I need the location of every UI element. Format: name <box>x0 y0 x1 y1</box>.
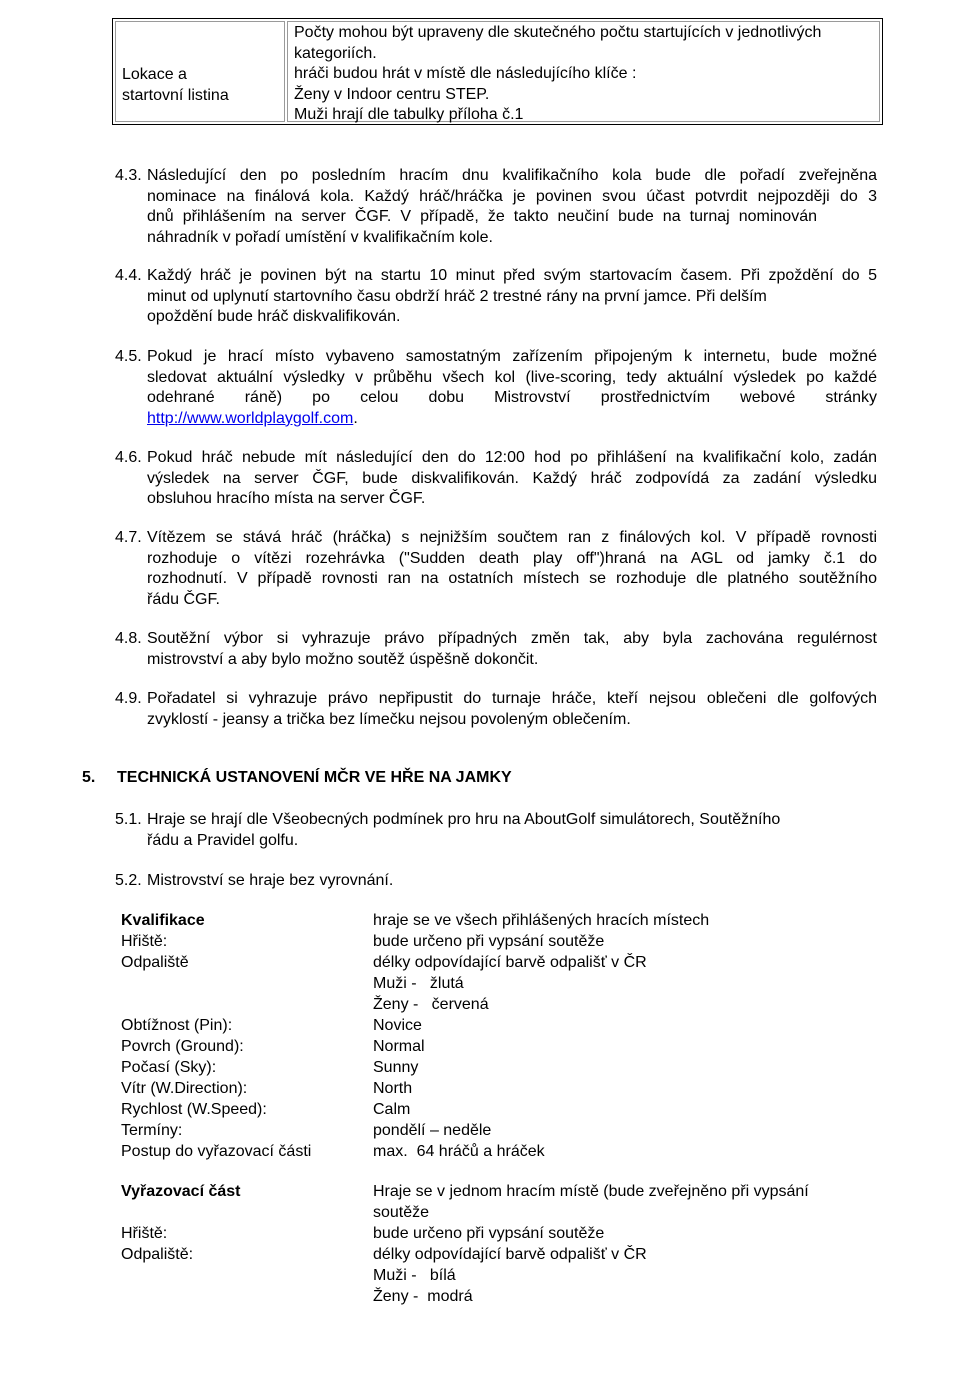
location-label <box>122 65 272 106</box>
table-row <box>121 1100 741 1121</box>
table-row <box>121 1121 741 1142</box>
item-number: 4.5. <box>115 348 142 365</box>
row-key: Počasí (Sky): <box>121 1059 217 1076</box>
text-line: náhradník v pořadí umístění v kvalifikačním kole. <box>147 228 493 246</box>
knockout-table <box>121 1182 809 1308</box>
text-line: Soutěžní výbor si vyhrazuje právo případných změn tak, aby byla zachována regulérnost <box>147 630 877 647</box>
qualification-table <box>121 911 741 1163</box>
table-row <box>121 995 741 1016</box>
text-line: Mistrovství se hraje bez vyrovnání. <box>147 872 394 889</box>
row-value: bude určeno při vypsání soutěže <box>373 933 605 950</box>
row-key: Kvalifikace <box>121 912 205 929</box>
text-line: Ženy v Indoor centru STEP. <box>294 85 490 103</box>
text-line: Každý hráč je povinen být na startu 10 minut před svým startovacím časem. Při zpoždění do 5 <box>147 267 877 284</box>
item-number: 4.3. <box>115 167 142 184</box>
row-value: Sunny <box>373 1059 419 1076</box>
text-line: mistrovství a aby bylo možno soutěž úspěšně dokončit. <box>147 650 539 668</box>
text-line: odehrané ráně) po celou dobu Mistrovství prostřednictvím webové stránky <box>147 389 877 406</box>
text-line: minut od uplynutí startovního času obdrží hráč 2 trestné rány na první jamce. Při delším <box>147 287 767 305</box>
row-value: bude určeno při vypsání soutěže <box>373 1225 605 1242</box>
text-line: Pokud hráč nebude mít následující den do 12:00 hod po přihlášení na kvalifikační kolo, zadán <box>147 449 877 466</box>
paragraph-4-9 <box>147 689 877 730</box>
row-value: Ženy - červená <box>373 996 489 1013</box>
text-line: dnů přihlášením na server ČGF. V případě, že takto neučiní bude na turnaj nominován <box>147 208 817 225</box>
row-value: North <box>373 1080 413 1097</box>
table-row <box>121 1058 741 1079</box>
row-value: max. 64 hráčů a hráček <box>373 1143 545 1160</box>
row-value: Calm <box>373 1101 411 1118</box>
row-value: soutěže <box>373 1204 430 1221</box>
row-key: Vítr (W.Direction): <box>121 1080 248 1097</box>
table-row <box>121 974 741 995</box>
section-title: TECHNICKÁ USTANOVENÍ MČR VE HŘE NA JAMKY <box>117 769 512 786</box>
label-line: startovní listina <box>122 86 229 104</box>
text-line: Počty mohou být upraveny dle skutečného počtu startujících v jednotlivých <box>294 24 822 41</box>
item-number: 4.7. <box>115 529 142 546</box>
row-value: Novice <box>373 1017 422 1034</box>
row-value: Normal <box>373 1038 425 1055</box>
row-key: Hřiště: <box>121 1225 168 1242</box>
text-line: zvyklostí - jeansy a trička bez límečku nejsou povoleným oblečením. <box>147 710 631 728</box>
text-line: Následující den po posledním hracím dnu kvalifikačního kola bude dle pořadí zveřejněna <box>147 167 877 184</box>
item-number: 4.9. <box>115 690 142 707</box>
table-row <box>121 1203 741 1224</box>
table-row <box>121 1037 741 1058</box>
row-value: Ženy - modrá <box>373 1288 473 1305</box>
text-line: Hraje se hrají dle Všeobecných podmínek pro hru na AboutGolf simulátorech, Soutěžního <box>147 811 781 828</box>
paragraph-5-2 <box>147 871 847 892</box>
row-key: Termíny: <box>121 1122 183 1139</box>
text-line: řádu a Pravidel golfu. <box>147 831 299 849</box>
table-row <box>121 932 741 953</box>
text-line: Pokud je hrací místo vybaveno samostatným zařízením připojeným k internetu, bude možné <box>147 348 877 365</box>
table-row <box>121 1245 741 1266</box>
item-number: 4.4. <box>115 267 142 284</box>
text-line: rozhodnutí. V případě rovnosti ran na ostatních místech se rozhoduje dle platného soutěžního <box>147 570 877 587</box>
text-line: kategoriích. <box>294 44 377 62</box>
item-number: 5.1. <box>115 811 142 828</box>
section-number: 5. <box>82 769 96 786</box>
text-line: opoždění bude hráč diskvalifikován. <box>147 308 401 325</box>
paragraph-5-1 <box>147 810 847 851</box>
text-line: hráči budou hrát v místě dle následujícího klíče : <box>294 65 637 82</box>
text-line: výsledek na server ČGF, bude diskvalifikován. Každý hráč zodpovídá za zadání výsledku <box>147 469 877 487</box>
item-number: 4.8. <box>115 630 142 647</box>
worldplaygolf-link[interactable]: http://www.worldplaygolf.com <box>147 409 354 427</box>
row-key: Vyřazovací část <box>121 1183 241 1200</box>
label-line: Lokace a <box>122 66 187 83</box>
paragraph-4-3 <box>147 166 877 248</box>
text-line: rozhoduje o vítězi rozehrávka ("Sudden death play off")hraná na AGL od jamky č.1 do <box>147 549 877 567</box>
table-row <box>121 1224 741 1245</box>
text-line: řádu ČGF. <box>147 590 220 608</box>
row-key: Povrch (Ground): <box>121 1038 244 1055</box>
text-line: nominace na finálová kola. Každý hráč/hráčka je povinen svou účast potvrdit nejpozději do 3 <box>147 187 877 205</box>
item-number: 5.2. <box>115 872 142 889</box>
table-row <box>121 1016 741 1037</box>
row-value: délky odpovídající barvě odpališť v ČR <box>373 954 647 971</box>
table-row <box>121 1287 741 1308</box>
row-value: pondělí – neděle <box>373 1122 492 1139</box>
text-line: sledovat aktuální výsledky v průběhu všech kol (live-scoring, tedy aktuální výsledek po každé <box>147 368 877 386</box>
row-value: hraje se ve všech přihlášených hracích místech <box>373 912 710 929</box>
paragraph-4-7 <box>147 528 877 610</box>
table-row <box>121 911 741 932</box>
row-key: Obtížnost (Pin): <box>121 1017 233 1034</box>
table-row <box>121 953 741 974</box>
table-row <box>121 1182 809 1203</box>
location-text <box>294 23 880 126</box>
table-row <box>121 1142 741 1163</box>
paragraph-4-5 <box>147 347 877 429</box>
text-line: Muži hrají dle tabulky příloha č.1 <box>294 106 524 123</box>
row-key: Postup do vyřazovací části <box>121 1143 312 1160</box>
table-row <box>121 1079 741 1100</box>
row-key: Rychlost (W.Speed): <box>121 1101 267 1118</box>
paragraph-4-8 <box>147 629 877 670</box>
row-value: Muži - žlutá <box>373 975 464 992</box>
row-value: délky odpovídající barvě odpališť v ČR <box>373 1246 647 1263</box>
item-number: 4.6. <box>115 449 142 466</box>
row-key: Odpaliště <box>121 954 189 971</box>
text-line: obsluhou hracího místa na server ČGF. <box>147 490 426 507</box>
row-key: Hřiště: <box>121 933 168 950</box>
paragraph-4-6 <box>147 448 877 510</box>
text-line: Pořadatel si vyhrazuje právo nepřipustit do turnaje hráče, kteří nejsou oblečeni dle golfových <box>147 690 877 707</box>
paragraph-4-4 <box>147 266 877 328</box>
row-value: Muži - bílá <box>373 1267 456 1284</box>
link-suffix: . <box>353 409 358 427</box>
row-value: Hraje se v jednom hracím místě (bude zveřejněno při vypsání <box>373 1183 809 1200</box>
text-line: Vítězem se stává hráč (hráčka) s nejnižším součtem ran z finálových kol. V případě rovnosti <box>147 529 877 546</box>
table-row <box>121 1266 741 1287</box>
row-key: Odpaliště: <box>121 1246 194 1263</box>
